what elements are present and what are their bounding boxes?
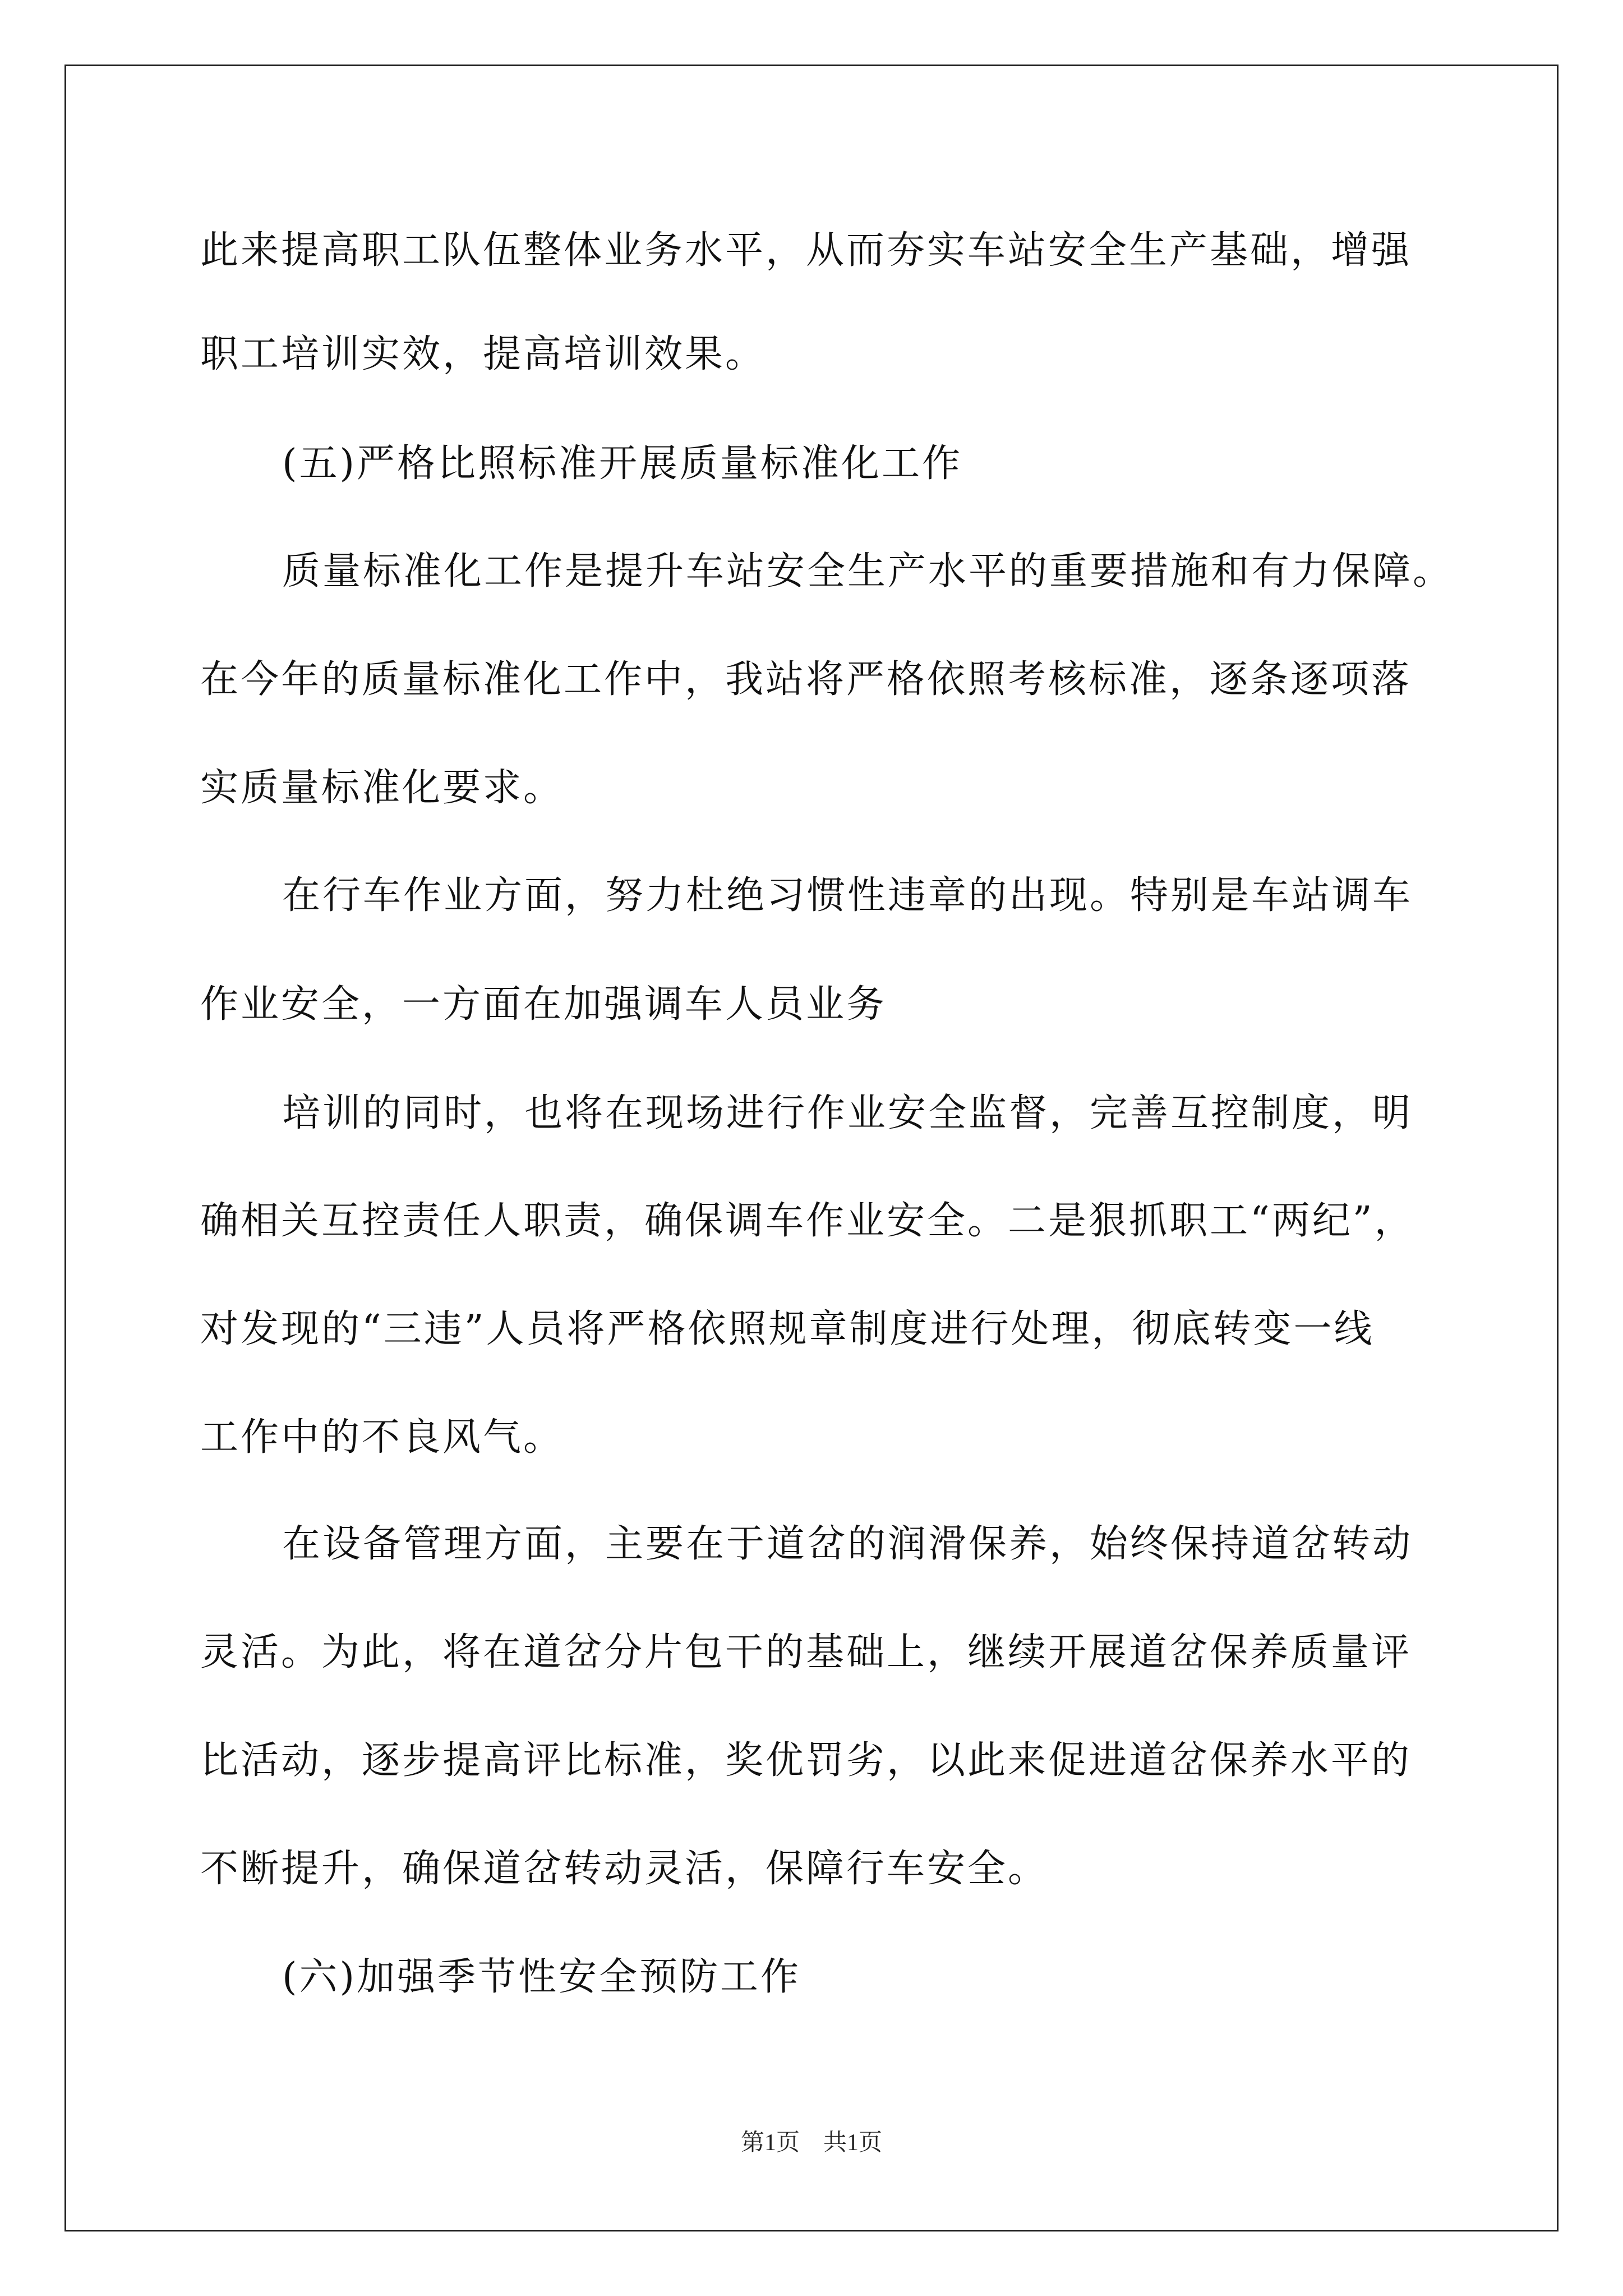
text-line: 在行车作业方面，努力杜绝习惯性违章的出现。特别是车站调车 <box>282 873 1413 918</box>
text-line: 职工培训实效，提高培训效果。 <box>200 332 766 376</box>
text-line: 在今年的质量标准化工作中，我站将严格依照考核标准，逐条逐项落 <box>200 657 1412 702</box>
text-line: 质量标准化工作是提升车站安全生产水平的重要措施和有力保障。 <box>282 549 1454 593</box>
text-line: 确相关互控责任人职责，确保调车作业安全。二是狠抓职工“两纪”， <box>200 1199 1415 1243</box>
text-line: 作业安全，一方面在加强调车人员业务 <box>200 982 887 1027</box>
text-line: 此来提高职工队伍整体业务水平，从而夯实车站安全生产基础，增强 <box>200 228 1412 273</box>
text-line: 对发现的“三违”人员将严格依照规章制度进行处理，彻底转变一线 <box>200 1307 1375 1351</box>
text-line: 在设备管理方面，主要在于道岔的润滑保养，始终保持道岔转动 <box>282 1522 1413 1566</box>
text-line: 灵活。为此，将在道岔分片包干的基础上，继续开展道岔保养质量评 <box>200 1630 1412 1674</box>
text-line: 实质量标准化要求。 <box>200 766 564 810</box>
section-heading: (六)加强季节性安全预防工作 <box>282 1955 801 1999</box>
text-line: 不断提升，确保道岔转动灵活，保障行车安全。 <box>200 1847 1049 1891</box>
section-heading: (五)严格比照标准开展质量标准化工作 <box>282 441 963 486</box>
text-line: 比活动，逐步提高评比标准，奖优罚劣，以此来促进道岔保养水平的 <box>200 1738 1412 1783</box>
text-line: 工作中的不良风气。 <box>200 1415 564 1460</box>
text-line: 培训的同时，也将在现场进行作业安全监督，完善互控制度，明 <box>282 1091 1413 1135</box>
page-border <box>64 65 1559 2231</box>
page-number-footer: 第1页 共1页 <box>740 2130 882 2156</box>
